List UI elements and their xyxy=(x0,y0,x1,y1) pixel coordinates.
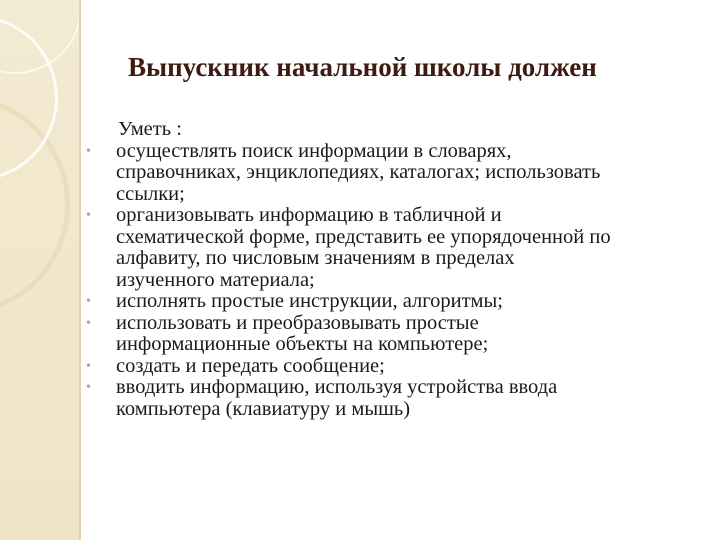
list-item xyxy=(86,139,710,206)
list-item-line: ссылки; xyxy=(116,182,185,205)
list-item-line: схематической форме, представить ее упорядоченной по xyxy=(116,225,611,248)
bullet-icon: • xyxy=(86,315,91,331)
list-item-line: справочниках, энциклопедиях, каталогах; использовать xyxy=(116,161,601,183)
list-item-line: исполнять простые инструкции, алгоритмы; xyxy=(116,290,503,312)
slide-title: Выпускник начальной школы должен xyxy=(128,52,597,82)
side-divider xyxy=(79,0,81,540)
decorative-side-panel xyxy=(0,0,79,540)
bullet-icon: • xyxy=(86,208,91,223)
list-item-line: организовывать информацию в табличной и xyxy=(116,204,502,226)
list-item-line: использовать и преобразовывать простые xyxy=(116,311,479,334)
bullet-icon: • xyxy=(86,143,91,159)
bullet-icon: • xyxy=(86,380,91,395)
list-item xyxy=(86,311,710,356)
list-item-line: вводить информацию, используя устройства ввода xyxy=(116,376,558,398)
intro-text: Уметь : xyxy=(118,118,182,140)
list-item xyxy=(86,354,710,378)
bullet-icon: • xyxy=(86,358,91,374)
slide-content xyxy=(86,118,710,420)
bullet-icon: • xyxy=(86,294,91,309)
list-item xyxy=(86,290,710,313)
list-item xyxy=(86,376,710,420)
list-item-line: осуществлять поиск информации в словарях, xyxy=(116,139,512,162)
list-item-line: алфавиту, по числовым значениям в пределах xyxy=(116,247,515,269)
list-item xyxy=(86,204,710,291)
list-item-line: изученного материала; xyxy=(116,268,315,291)
decorative-ring-small xyxy=(0,0,79,74)
list-item-line: компьютера (клавиатуру и мышь) xyxy=(116,397,411,420)
list-item-line: информационные объекты на компьютере; xyxy=(116,333,489,355)
list-item-line: создать и передать сообщение; xyxy=(116,354,385,377)
